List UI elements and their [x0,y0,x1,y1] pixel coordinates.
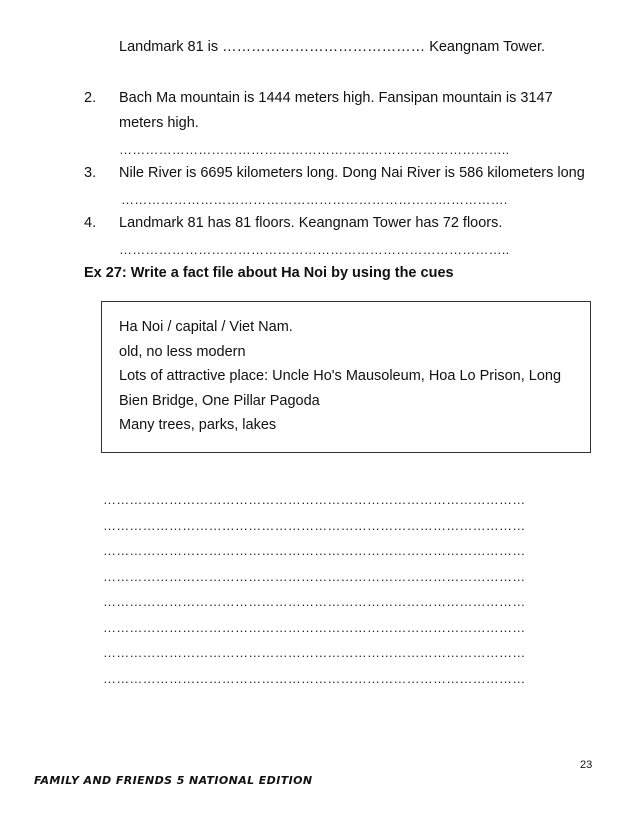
item-2-answer-line[interactable]: …………………………………………………………………………….. [119,142,510,157]
item-3-prompt-line-1: Nile River is 6695 kilometers long. Dong Nai River is 586 kilometers long [119,165,585,181]
cue-line: Lots of attractive place: Uncle Ho's Mausoleum, Hoa Lo Prison, Long [119,368,562,384]
answer-line[interactable]: …………………………………………………………………………………… [103,620,526,635]
item-3-number: 3. [84,165,97,181]
answer-line[interactable]: …………………………………………………………………………………… [103,492,526,507]
answer-line[interactable]: …………………………………………………………………………………… [103,645,526,660]
cue-line: old, no less modern [119,344,246,360]
item-4-prompt-line-1: Landmark 81 has 81 floors. Keangnam Tower has 72 floors. [119,215,503,231]
cue-line: Many trees, parks, lakes [119,417,277,433]
answer-line[interactable]: …………………………………………………………………………………… [103,543,526,558]
item-4-answer-line[interactable]: …………………………………………………………………………….. [119,242,510,257]
item-1-sentence: Landmark 81 is …………………………………… Keangnam Tower. [119,39,546,55]
answer-line[interactable]: …………………………………………………………………………………… [103,569,526,584]
answer-line[interactable]: …………………………………………………………………………………… [103,594,526,609]
item-3-answer-line[interactable]: ……………………………………………………………………………. [121,192,508,207]
answer-line[interactable]: …………………………………………………………………………………… [103,671,526,686]
exercise-27-heading: Ex 27: Write a fact file about Ha Noi by using the cues [84,265,454,281]
cue-line: Ha Noi / capital / Viet Nam. [119,319,293,335]
book-footer: FAMILY AND FRIENDS 5 NATIONAL EDITION [34,774,313,787]
item-4-number: 4. [84,215,97,231]
item-2-prompt-line-1: Bach Ma mountain is 1444 meters high. Fansipan mountain is 3147 [119,90,553,106]
item-2-number: 2. [84,90,97,106]
answer-line[interactable]: …………………………………………………………………………………… [103,518,526,533]
page-number: 23 [580,759,593,771]
cue-box [101,301,591,453]
item-2-prompt-line-2: meters high. [119,115,199,131]
cue-line: Bien Bridge, One Pillar Pagoda [119,393,320,409]
